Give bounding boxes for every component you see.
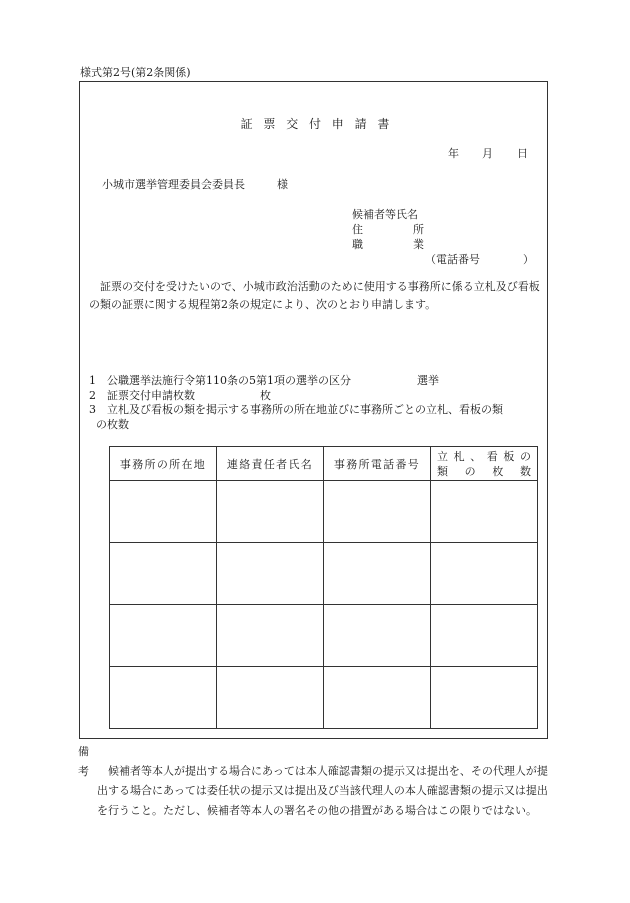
honorific: 様 (277, 178, 288, 191)
cell-sign-count[interactable] (431, 481, 538, 543)
phone-close-paren: ） (523, 253, 534, 266)
item-3-line-2: の枚数 (96, 418, 129, 431)
date-year-label: 年 (448, 147, 459, 160)
cell-contact-person[interactable] (217, 481, 324, 543)
cell-office-phone[interactable] (324, 481, 431, 543)
request-body-text: 証票の交付を受けたいので、小城市政治活動のために使用する事務所に係る立札及び看板の類の証票に関する規程第2条の規定により、次のとおり申請します。 (89, 280, 540, 311)
table-row (110, 481, 538, 543)
item-3-office-signs (89, 402, 544, 432)
header-sign-count-line-2: 類 の 枚 数 (437, 464, 531, 478)
address-label (352, 221, 424, 237)
form-title: 証票交付申請書 (240, 117, 401, 131)
date-day-label: 日 (517, 147, 528, 160)
cell-sign-count[interactable] (431, 667, 538, 729)
remarks (78, 742, 548, 820)
cell-sign-count[interactable] (431, 543, 538, 605)
cell-office-phone[interactable] (324, 605, 431, 667)
header-office-address: 事務所の所在地 (110, 447, 217, 481)
cell-sign-count[interactable] (431, 605, 538, 667)
candidate-name-label: 候補者等氏名 (352, 208, 418, 221)
table-header-row (110, 447, 538, 481)
item-2-sheet-count: 2 証票交付申請枚数 (89, 389, 195, 402)
item-1-suffix: 選挙 (417, 374, 439, 387)
header-sign-count (431, 447, 538, 481)
cell-office-address[interactable] (110, 605, 217, 667)
cell-contact-person[interactable] (217, 667, 324, 729)
table-row (110, 667, 538, 729)
cell-contact-person[interactable] (217, 605, 324, 667)
cell-office-address[interactable] (110, 543, 217, 605)
cell-office-address[interactable] (110, 481, 217, 543)
form-code: 様式第2号(第2条関係) (80, 66, 191, 79)
phone-label: （電話番号 (425, 253, 480, 266)
item-3-line-1: 3 立札及び看板の類を掲示する事務所の所在地並びに事務所ごとの立札、看板の類 (89, 403, 503, 416)
item-2-unit: 枚 (260, 389, 271, 402)
occupation-label (352, 236, 424, 252)
occupation-label-char: 業 (413, 238, 424, 251)
date-month-label: 月 (482, 147, 493, 160)
cell-office-address[interactable] (110, 667, 217, 729)
header-sign-count-line-1: 立 札 、 看 板 の (437, 449, 531, 463)
remarks-label: 備考 (78, 745, 89, 778)
item-1-election-category: 1 公職選挙法施行令第110条の5第1項の選挙の区分 (89, 374, 351, 387)
office-table (109, 446, 538, 729)
address-label-char: 住 (352, 223, 363, 236)
table-row (110, 543, 538, 605)
address-label-char: 所 (413, 223, 424, 236)
header-office-phone: 事務所電話番号 (324, 447, 431, 481)
cell-office-phone[interactable] (324, 543, 431, 605)
cell-office-phone[interactable] (324, 667, 431, 729)
occupation-label-char: 職 (352, 238, 363, 251)
addressee: 小城市選挙管理委員会委員長 (102, 178, 245, 191)
header-contact-person: 連絡責任者氏名 (217, 447, 324, 481)
remarks-text: 候補者等本人が提出する場合にあっては本人確認書類の提示又は提出を、その代理人が提出する場合にあっては委任状の提示又は提出及び当該代理人の本人確認書類の提示又は提出を行うこと。ただし、候補者等本人の署名その他の措置がある場合はこの限りではない。 (97, 764, 548, 817)
cell-contact-person[interactable] (217, 543, 324, 605)
table-row (110, 605, 538, 667)
